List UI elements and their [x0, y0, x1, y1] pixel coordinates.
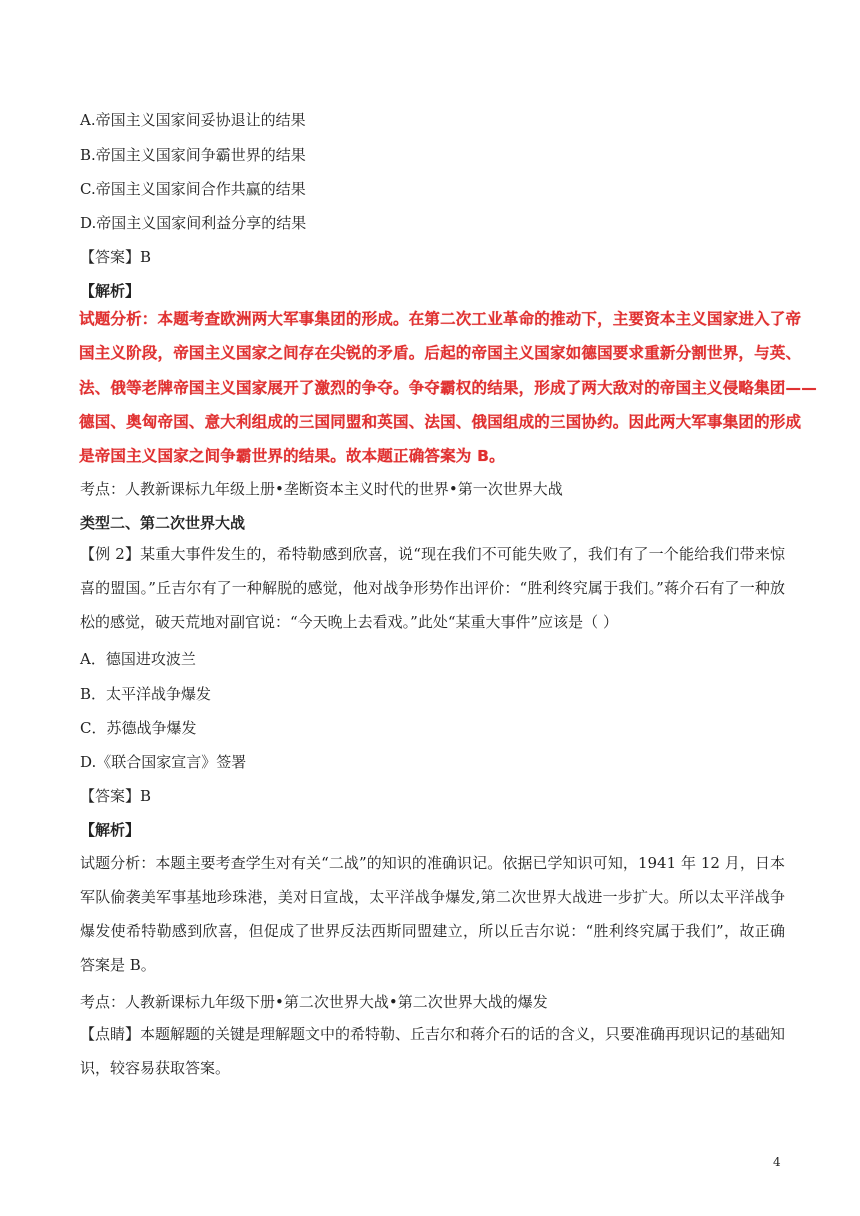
q1-option-d: D.帝国主义国家间利益分享的结果	[80, 214, 307, 232]
q2-option-b: B．太平洋战争爆发	[80, 685, 212, 703]
q2-kaodian: 考点：人教新课标九年级下册•第二次世界大战•第二次世界大战的爆发	[80, 993, 548, 1011]
q1-option-b: B.帝国主义国家间争霸世界的结果	[80, 146, 306, 164]
q2-option-a: A．德国进攻波兰	[80, 650, 196, 668]
q1-option-c: C.帝国主义国家间合作共赢的结果	[80, 180, 306, 198]
q1-answer: 【答案】B	[80, 248, 152, 266]
q2-answer: 【答案】B	[80, 787, 152, 805]
q1-analysis-line-1: 试题分析：本题考查欧洲两大军事集团的形成。在第二次工业革命的推动下，主要资本主义国家进入了帝	[79, 310, 802, 328]
q1-kaodian: 考点：人教新课标九年级上册•垄断资本主义时代的世界•第一次世界大战	[80, 480, 563, 498]
section-title: 类型二、第二次世界大战	[80, 514, 246, 532]
q2-option-c: C．苏德战争爆发	[80, 719, 197, 737]
q1-analysis-line-3: 法、俄等老牌帝国主义国家展开了激烈的争夺。争夺霸权的结果，形成了两大敌对的帝国主义侵略集团——	[79, 379, 817, 397]
q1-analysis-line-5: 是帝国主义国家之间争霸世界的结果。故本题正确答案为 B。	[79, 447, 505, 465]
page-number: 4	[773, 1155, 781, 1169]
q1-analysis-line-4: 德国、奥匈帝国、意大利组成的三国同盟和英国、法国、俄国组成的三国协约。因此两大军事集团的形成	[79, 413, 802, 431]
q2-dianjing: 【点睛】本题解题的关键是理解题文中的希特勒、丘吉尔和蒋介石的话的含义，只要准确再现识记的基础知识，较容易获取答案。	[80, 1025, 786, 1077]
q2-stem: 【例 2】某重大事件发生的，希特勒感到欣喜，说“现在我们不可能失败了，我们有了一个能给我们带来惊喜的盟国。”丘吉尔有了一种解脱的感觉，他对战争形势作出评价：“胜利终究属于我们。”蒋介石有了一种放松的感觉，破天荒地对副官说：“今天晚上去看戏。”此处“某重大事件”应该是（ ）	[80, 545, 785, 631]
q2-analysis-label: 【解析】	[80, 821, 141, 839]
q2-analysis: 试题分析：本题主要考查学生对有关“二战”的知识的准确识记。依据已学知识可知，1941 年 12 月，日本军队偷袭美军事基地珍珠港，美对日宣战，太平洋战争爆发,第二次世界大战进一步扩大。所以太平洋战争爆发使希特勒感到欣喜，但促成了世界反法西斯同盟建立，所以丘吉尔说：“胜利终究属于我们”，故正确答案是 B。	[80, 854, 785, 974]
q1-option-a: A.帝国主义国家间妥协退让的结果	[80, 111, 306, 129]
q1-analysis-label: 【解析】	[80, 282, 141, 300]
q1-analysis-line-2: 国主义阶段，帝国主义国家之间存在尖锐的矛盾。后起的帝国主义国家如德国要求重新分割世界，与英、	[79, 344, 802, 362]
q2-option-d: D.《联合国家宣言》签署	[80, 753, 247, 771]
